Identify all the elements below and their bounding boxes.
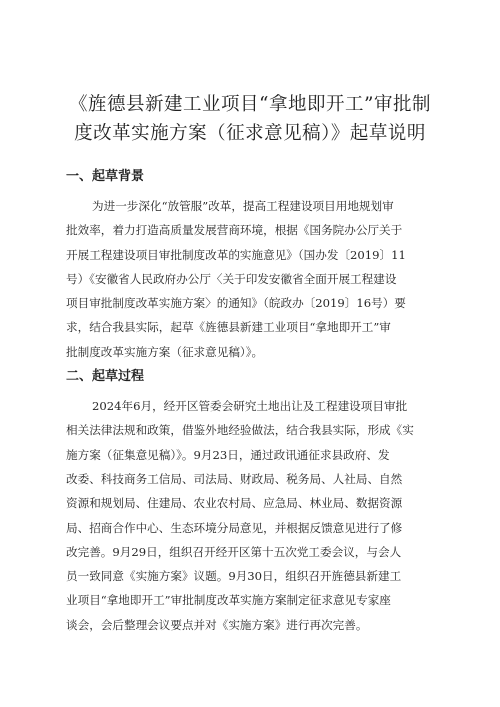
title-line-1: 《旌德县新建工业项目“拿地即开工”审批制 — [69, 94, 431, 115]
paragraph-line: 员一致同意《实施方案》议题。9月30日，组织召开旌德县新建工 — [66, 569, 402, 584]
paragraph-line: 谈会，会后整理会议要点并对《实施方案》进行再次完善。 — [66, 617, 368, 632]
paragraph-line: 业项目“拿地即开工”审批制度改革实施方案制定征求意见专家座 — [66, 593, 391, 608]
paragraph-line: 改委、科技商务工信局、司法局、财政局、税务局、人社局、自然 — [66, 471, 403, 486]
section-heading-background: 一、起草背景 — [66, 169, 145, 184]
section-heading-process: 二、起草过程 — [66, 369, 145, 385]
paragraph-line: 求，结合我县实际，起草《旌德县新建工业项目“拿地即开工”审 — [66, 320, 391, 335]
paragraph-line: 批效率，着力打造高质量发展营商环境，根据《国务院办公厅关于 — [66, 223, 403, 238]
paragraph-line: 号）《安徽省人民政府办公厅〈关于印发安徽省全面开展工程建设 — [66, 271, 397, 286]
paragraph-process — [66, 394, 434, 637]
paragraph-line: 施方案（征集意见稿）》。9月23日，通过政讯通征求县政府、发 — [66, 447, 390, 462]
document-title — [66, 90, 434, 148]
paragraph-line: 局、招商合作中心、生态环境分局意见，并根据反馈意见进行了修 — [66, 520, 403, 535]
paragraph-line: 开展工程建设项目审批制度改革的实施意见》（国办发〔2019〕11 — [66, 247, 406, 262]
paragraph-line: 资源和规划局、住建局、农业农村局、应急局、林业局、数据资源 — [66, 496, 403, 511]
paragraph-line: 项目审批制度改革实施方案〉的通知》（皖政办〔2019〕16号）要 — [66, 296, 406, 311]
title-line-2: 度改革实施方案（征求意见稿）》起草说明 — [74, 123, 426, 144]
paragraph-line: 2024年6月，经开区管委会研究土地出让及工程建设项目审批 — [92, 399, 408, 414]
section-background — [66, 166, 434, 364]
section-process — [66, 366, 434, 637]
paragraph-line: 为进一步深化“放管服”改革，提高工程建设项目用地规划审 — [92, 199, 394, 213]
paragraph-background — [66, 194, 434, 364]
paragraph-line: 批制度改革实施方案（征求意见稿）》。 — [66, 344, 264, 359]
paragraph-line: 相关法律法规和政策，借鉴外地经验做法，结合我县实际，形成《实 — [66, 423, 414, 438]
paragraph-line: 改完善。9月29日，组织召开经开区第十五次党工委会议，与会人 — [66, 544, 402, 559]
